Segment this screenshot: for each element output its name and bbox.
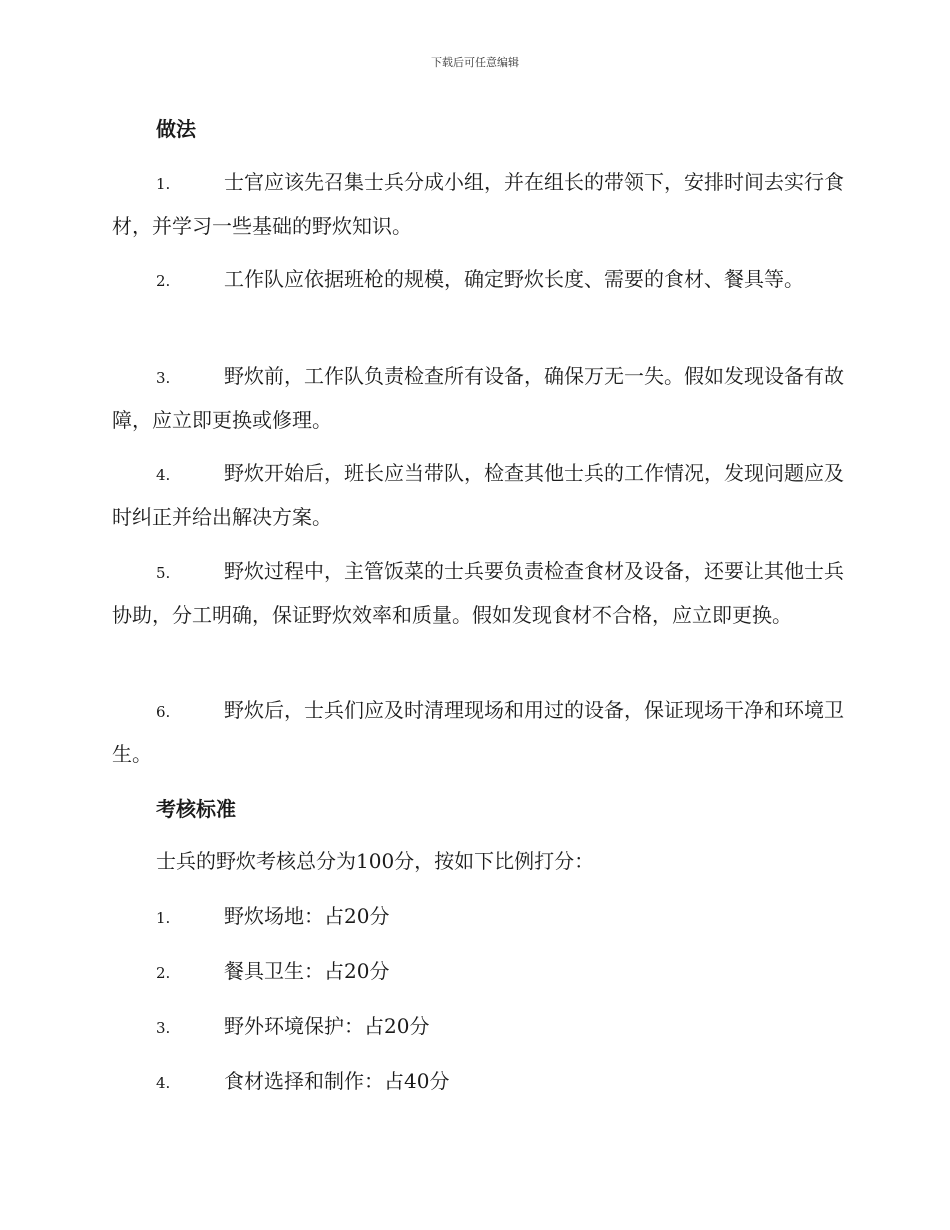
criteria-item-2 <box>156 950 389 994</box>
criteria-heading: 考核标准 <box>156 797 236 821</box>
method-step-2 <box>112 258 852 302</box>
method-step-6 <box>112 689 852 775</box>
criteria-item-3 <box>156 1005 429 1049</box>
item-number: 2. <box>156 964 171 982</box>
step-text: 野炊开始后，班长应当带队，检查其他士兵的工作情况，发现问题应及时纠正并给出解决方案。 <box>112 461 844 529</box>
step-number: 3. <box>156 369 171 387</box>
step-text: 士官应该先召集士兵分成小组，并在组长的带领下，安排时间去实行食材，并学习一些基础的野炊知识。 <box>112 170 844 238</box>
criteria-intro: 士兵的野炊考核总分为100分，按如下比例打分： <box>156 849 595 873</box>
item-text: 野炊场地：占20分 <box>224 904 390 928</box>
method-step-5 <box>112 550 852 636</box>
criteria-item-4 <box>156 1060 449 1104</box>
method-heading: 做法 <box>156 117 196 141</box>
method-step-4 <box>112 452 852 538</box>
page-header: 下载后可任意编辑 <box>431 56 519 69</box>
step-number: 5. <box>156 564 171 582</box>
method-step-3 <box>112 355 852 441</box>
item-number: 1. <box>156 909 171 927</box>
item-number: 3. <box>156 1019 171 1037</box>
step-text: 野炊过程中，主管饭菜的士兵要负责检查食材及设备，还要让其他士兵协助，分工明确，保证野炊效率和质量。假如发现食材不合格，应立即更换。 <box>112 559 844 627</box>
step-text: 野炊后，士兵们应及时清理现场和用过的设备，保证现场干净和环境卫生。 <box>112 698 844 766</box>
step-number: 1. <box>156 175 171 193</box>
step-text: 工作队应依据班枪的规模，确定野炊长度、需要的食材、餐具等。 <box>224 267 804 291</box>
criteria-item-1 <box>156 895 389 939</box>
item-text: 餐具卫生：占20分 <box>224 959 390 983</box>
method-step-1 <box>112 161 852 247</box>
item-text: 野外环境保护：占20分 <box>224 1014 430 1038</box>
item-text: 食材选择和制作：占40分 <box>224 1069 450 1093</box>
item-number: 4. <box>156 1074 171 1092</box>
step-number: 6. <box>156 703 171 721</box>
step-number: 2. <box>156 272 171 290</box>
step-number: 4. <box>156 466 171 484</box>
step-text: 野炊前，工作队负责检查所有设备，确保万无一失。假如发现设备有故障，应立即更换或修理。 <box>112 364 844 432</box>
